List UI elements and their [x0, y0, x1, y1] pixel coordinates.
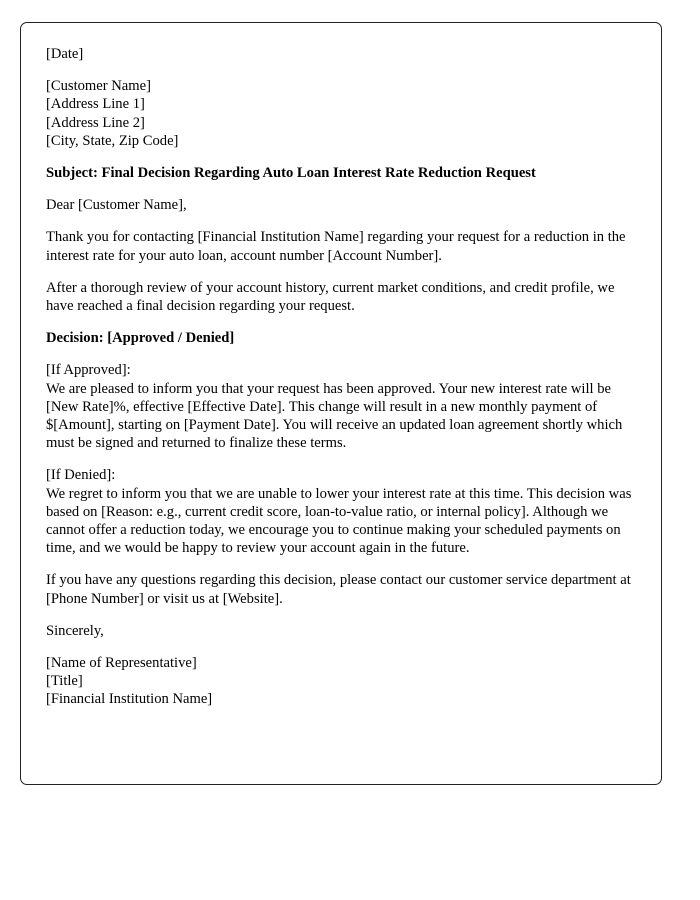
approved-label: [If Approved]: [46, 362, 131, 379]
denied-paragraph: We regret to inform you that we are unable to lower your interest rate at this time. This decision was based on [Reason: e.g., current credit score, loan-to-value ratio, or internal policy]. Although we cannot offer a reduction today, we encourage you to continue making your scheduled payments on time, and we would be happy to review your account again in the future. [46, 485, 632, 557]
review-paragraph: After a thorough review of your account history, current market conditions, and credit profile, we have reached a final decision regarding your request. [46, 279, 615, 315]
address-line: [Address Line 2] [46, 114, 145, 131]
denied-label: [If Denied]: [46, 467, 116, 484]
letter-page-border [20, 22, 662, 785]
address-line: [Customer Name] [46, 78, 151, 95]
signature-line: [Name of Representative] [46, 655, 197, 672]
closing: Sincerely, [46, 622, 104, 639]
decision-line: Decision: [Approved / Denied] [46, 330, 235, 347]
signature-line: [Financial Institution Name] [46, 691, 213, 708]
letter-content [46, 45, 644, 709]
date-placeholder: [Date] [46, 46, 84, 62]
signature-block [46, 654, 644, 709]
signature-line: [Title] [46, 673, 83, 690]
denied-section [46, 466, 644, 557]
approved-paragraph: We are pleased to inform you that your request has been approved. Your new interest rate will be [New Rate]%, effective [Effective Date]. This change will result in a new monthly payment of $[Amount], starting on [Payment Date]. You will receive an updated loan agreement shortly which must be signed and returned to finalize these terms. [46, 380, 623, 452]
intro-paragraph: Thank you for contacting [Financial Institution Name] regarding your request for a reduction in the interest rate for your auto loan, account number [Account Number]. [46, 229, 626, 264]
recipient-address-block [46, 77, 644, 150]
salutation: Dear [Customer Name], [46, 197, 187, 214]
approved-section [46, 361, 644, 452]
subject-line: Subject: Final Decision Regarding Auto Loan Interest Rate Reduction Request [46, 165, 536, 182]
contact-paragraph: If you have any questions regarding this decision, please contact our customer service department at [Phone Number] or visit us at [Website]. [46, 572, 631, 607]
address-line: [City, State, Zip Code] [46, 132, 179, 149]
address-line: [Address Line 1] [46, 96, 145, 113]
